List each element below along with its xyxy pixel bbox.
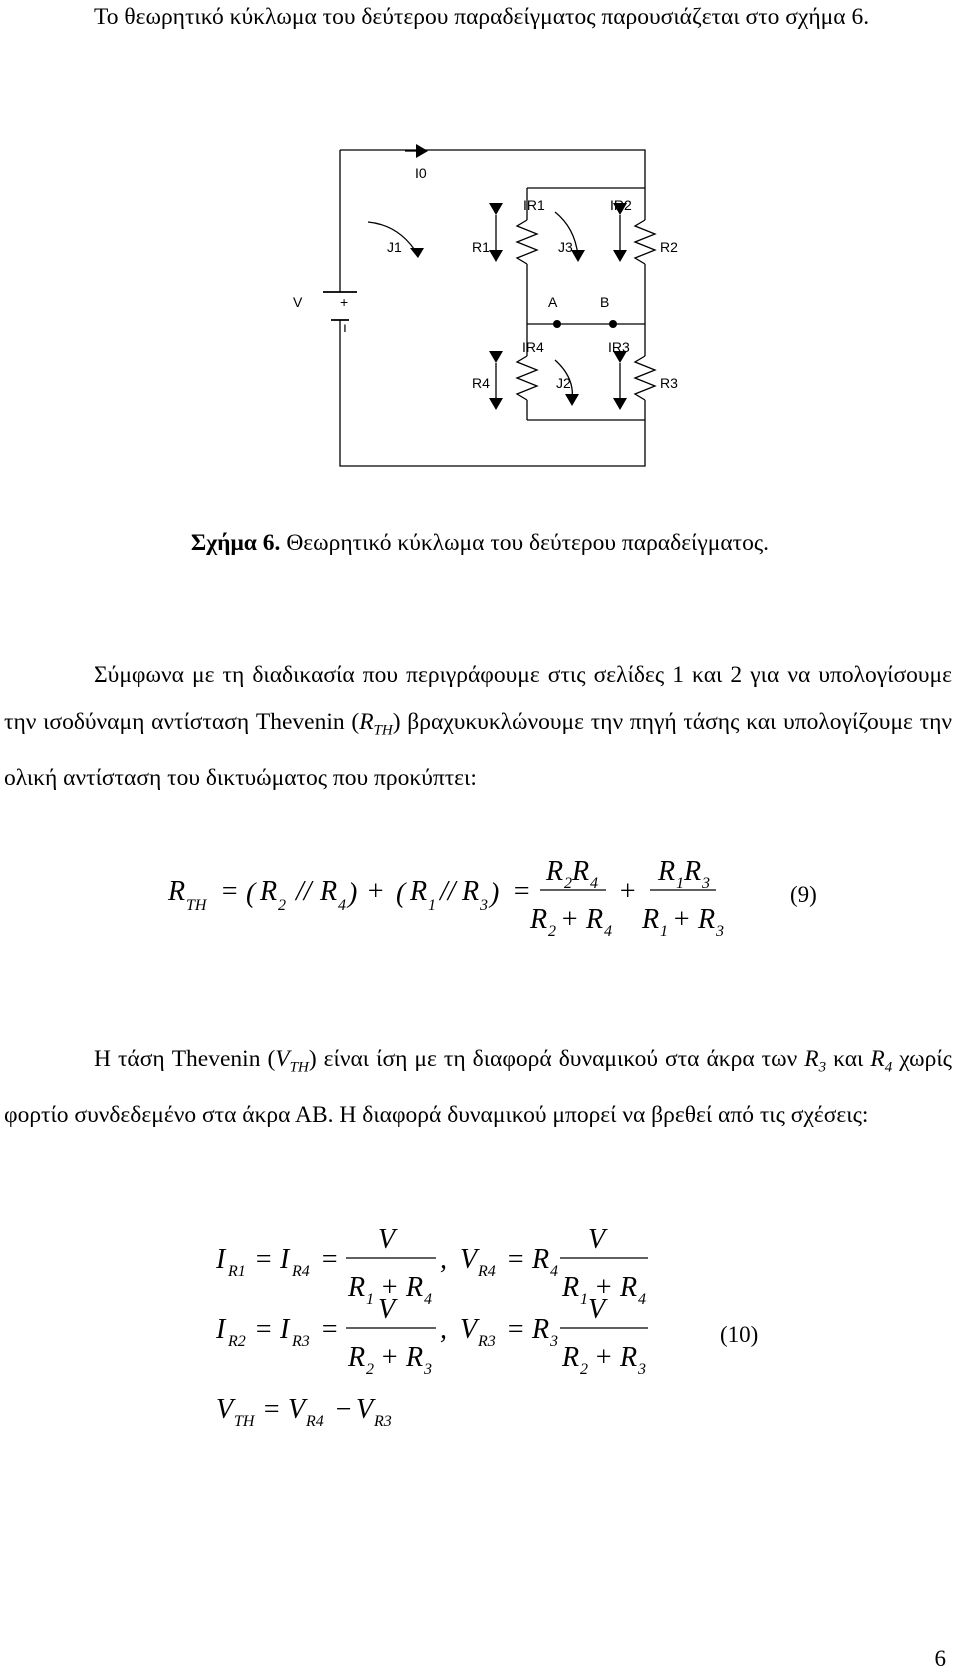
svg-text:3: 3 — [638, 1361, 646, 1378]
svg-text:2: 2 — [366, 1361, 374, 1378]
svg-text:R: R — [462, 876, 480, 907]
svg-text:R: R — [168, 876, 186, 907]
svg-text:TH: TH — [234, 1413, 255, 1430]
svg-text:4: 4 — [590, 875, 598, 892]
svg-text:R: R — [698, 904, 716, 935]
svg-text:2: 2 — [548, 923, 556, 940]
svg-text:−: − — [334, 1394, 353, 1425]
svg-text:=: = — [512, 876, 531, 907]
intro-paragraph: Το θεωρητικό κύκλωμα του δεύτερου παραδείγματος παρουσιάζεται στο σχήμα 6. — [94, 4, 870, 30]
svg-text:2: 2 — [278, 897, 286, 914]
svg-text:R: R — [620, 1342, 638, 1373]
figure-caption — [0, 530, 960, 557]
svg-text:IR3: IR3 — [608, 339, 630, 355]
svg-text:=: = — [506, 1244, 525, 1275]
svg-text:B: B — [600, 294, 610, 310]
svg-text:J2: J2 — [556, 375, 571, 391]
svg-text:R: R — [532, 1314, 550, 1345]
svg-text:): ) — [348, 878, 358, 909]
equation-10-number: (10) — [720, 1322, 759, 1347]
svg-text:V: V — [460, 1244, 478, 1275]
svg-text:R: R — [320, 876, 338, 907]
svg-text:A: A — [548, 294, 558, 310]
svg-text:3: 3 — [424, 1361, 432, 1378]
svg-text:R3: R3 — [478, 1333, 496, 1350]
svg-text:+: + — [618, 876, 637, 907]
equation-10 — [0, 1220, 960, 1440]
svg-text:=: = — [254, 1314, 273, 1345]
svg-text:=: = — [320, 1244, 339, 1275]
svg-text:V: V — [293, 294, 303, 310]
svg-text:4: 4 — [550, 1263, 558, 1280]
svg-text:R2: R2 — [228, 1333, 246, 1350]
svg-text:I: I — [280, 1314, 290, 1345]
svg-text:R2: R2 — [660, 239, 678, 255]
svg-text:R: R — [348, 1272, 366, 1303]
svg-text:R: R — [406, 1272, 424, 1303]
page-number: 6 — [934, 1646, 946, 1671]
svg-text:R: R — [562, 1272, 580, 1303]
svg-text:J1: J1 — [387, 239, 402, 255]
circuit-diagram — [0, 0, 960, 520]
svg-text:): ) — [490, 878, 500, 909]
svg-text:V: V — [460, 1314, 478, 1345]
svg-text:R: R — [260, 876, 278, 907]
equation-9 — [0, 840, 960, 950]
svg-text:=: = — [320, 1314, 339, 1345]
svg-text:R4: R4 — [292, 1263, 310, 1280]
svg-text:+: + — [366, 876, 385, 907]
svg-text:V: V — [378, 1224, 396, 1255]
svg-text:=: = — [254, 1244, 273, 1275]
thevenin-voltage-paragraph: Η τάση Thevenin $(V_{TH})$ είναι ίση με τη διαφορά δυναμικού στα άκρα των $R_3$ και $R_4$ χωρίς φορτίο συνδεδεμένο στα άκρα ΑΒ. Η διαφορά δυναμικού μπορεί να βρεθεί από τις σχέσεις: — [4, 1046, 952, 1128]
svg-text:=: = — [220, 876, 239, 907]
svg-text:3: 3 — [550, 1333, 558, 1350]
svg-text:3: 3 — [716, 923, 724, 940]
caption-label: Σχήμα 6. — [190, 530, 281, 556]
svg-text:R: R — [348, 1342, 366, 1373]
svg-text:R: R — [532, 1244, 550, 1275]
svg-text:(: ( — [396, 878, 406, 909]
svg-text:,: , — [440, 1244, 447, 1275]
svg-text:V: V — [588, 1224, 606, 1255]
svg-text:R: R — [684, 856, 702, 887]
svg-text:IR2: IR2 — [610, 197, 632, 213]
svg-text:R4: R4 — [478, 1263, 496, 1280]
svg-text:R3: R3 — [292, 1333, 310, 1350]
svg-text:J3: J3 — [558, 239, 573, 255]
svg-text:3: 3 — [480, 897, 488, 914]
svg-text://: // — [440, 876, 456, 907]
svg-text:4: 4 — [338, 897, 346, 914]
svg-text:R: R — [562, 1342, 580, 1373]
svg-text:R: R — [642, 904, 660, 935]
svg-text:R: R — [572, 856, 590, 887]
svg-text:I0: I0 — [415, 165, 427, 181]
svg-text:IR4: IR4 — [522, 339, 544, 355]
svg-text:4: 4 — [604, 923, 612, 940]
svg-text:ı: ı — [343, 319, 347, 335]
svg-text:R: R — [620, 1272, 638, 1303]
svg-text:I: I — [216, 1244, 226, 1275]
caption-text: Θεωρητικό κύκλωμα του δεύτερου παραδείγματος. — [286, 530, 770, 556]
svg-text:1: 1 — [660, 923, 668, 940]
equation-9-number: (9) — [790, 882, 817, 907]
svg-text://: // — [296, 876, 312, 907]
svg-text:R1: R1 — [472, 239, 490, 255]
svg-text:+: + — [594, 1272, 613, 1303]
svg-text:4: 4 — [424, 1291, 432, 1308]
svg-text:R: R — [586, 904, 604, 935]
svg-text:+: + — [672, 904, 691, 935]
svg-text:(: ( — [246, 878, 256, 909]
svg-text:+: + — [380, 1342, 399, 1373]
svg-text:R3: R3 — [374, 1413, 392, 1430]
svg-text:4: 4 — [638, 1291, 646, 1308]
svg-text:I: I — [216, 1314, 226, 1345]
svg-text:=: = — [506, 1314, 525, 1345]
thevenin-resistance-paragraph: Σύμφωνα με τη διαδικασία που περιγράφουμε στις σελίδες 1 και 2 για να υπολογίσουμε την ισοδύναμη αντίσταση Thevenin $(R_{TH})$ βραχυκυκλώνουμε την πηγή τάσης και υπολογίζουμε την ολική αντίσταση του δικτυώματος που προκύπτει: — [4, 662, 952, 791]
svg-text:I: I — [280, 1244, 290, 1275]
svg-text:R: R — [406, 1342, 424, 1373]
svg-text:=: = — [262, 1394, 281, 1425]
svg-text:1: 1 — [580, 1291, 588, 1308]
svg-text:V: V — [288, 1394, 306, 1425]
svg-text:+: + — [340, 294, 349, 310]
svg-text:2: 2 — [564, 875, 572, 892]
svg-text:R4: R4 — [472, 375, 490, 391]
svg-text:IR1: IR1 — [523, 197, 545, 213]
svg-text:1: 1 — [428, 897, 436, 914]
svg-text:R: R — [658, 856, 676, 887]
svg-text:R1: R1 — [228, 1263, 246, 1280]
svg-text:1: 1 — [676, 875, 684, 892]
svg-text:R: R — [530, 904, 548, 935]
svg-text:2: 2 — [580, 1361, 588, 1378]
svg-text:V: V — [588, 1294, 606, 1325]
svg-text:1: 1 — [366, 1291, 374, 1308]
svg-text:V: V — [356, 1394, 374, 1425]
svg-text:+: + — [594, 1342, 613, 1373]
svg-text:3: 3 — [702, 875, 710, 892]
svg-text:V: V — [378, 1294, 396, 1325]
svg-text:R: R — [546, 856, 564, 887]
svg-text:TH: TH — [186, 897, 207, 914]
svg-text:,: , — [440, 1314, 447, 1345]
svg-text:+: + — [560, 904, 579, 935]
svg-text:R3: R3 — [660, 375, 678, 391]
svg-text:V: V — [216, 1394, 234, 1425]
svg-text:+: + — [380, 1272, 399, 1303]
svg-text:R4: R4 — [306, 1413, 324, 1430]
svg-text:R: R — [410, 876, 428, 907]
